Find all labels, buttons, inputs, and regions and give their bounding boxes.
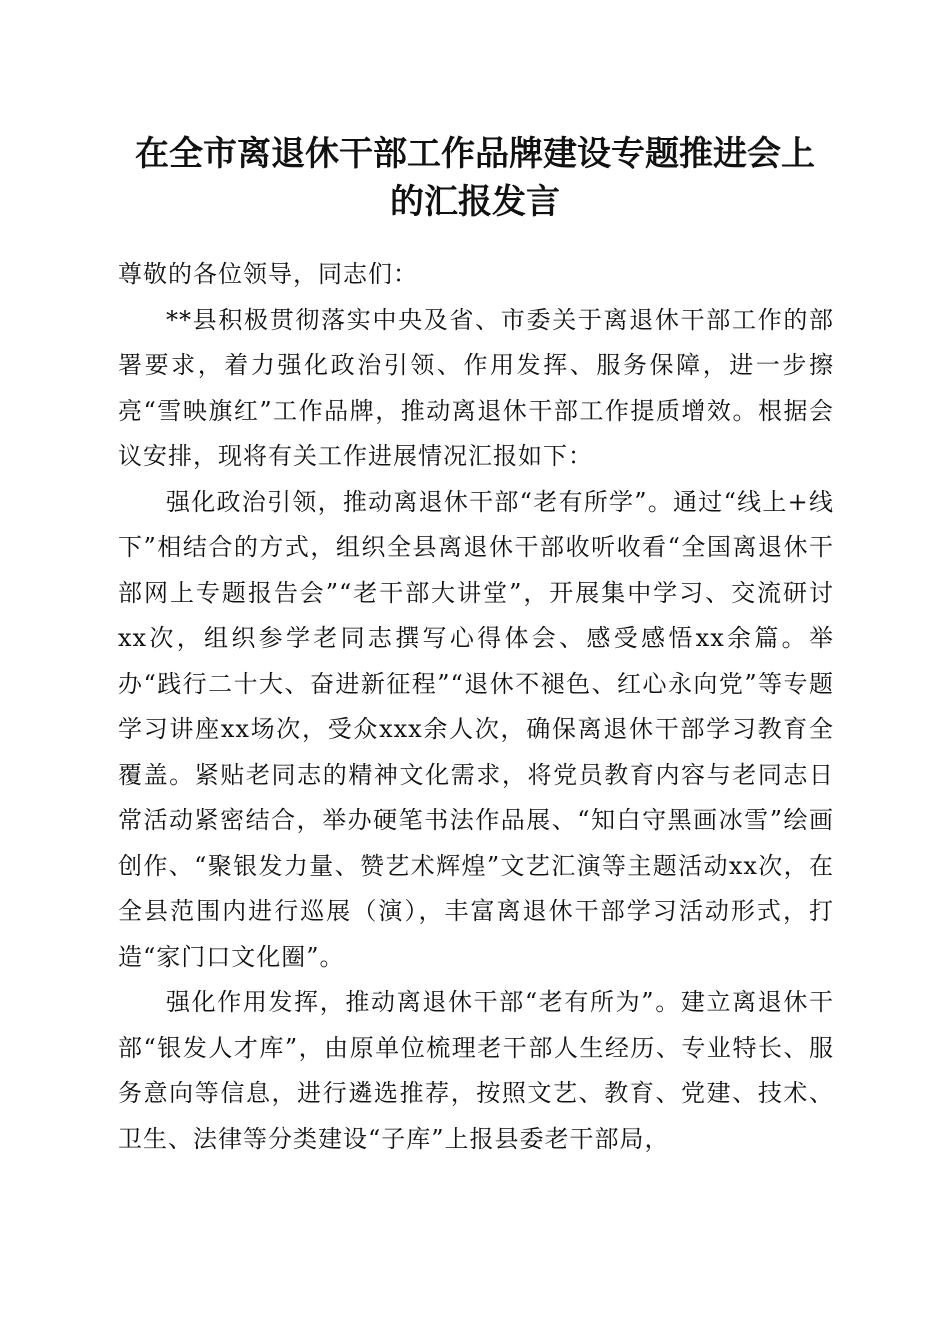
salutation: 尊敬的各位领导，同志们： [118,260,418,288]
paragraph-political-guidance: 强化政治引领，推动离退休干部“老有所学”。通过“线上+线下”相结合的方式，组织全县离退休干部收听收看“全国离退休干部网上专题报告会”“老干部大讲堂”，开展集中学习、交流研讨xx次，组织参学老同志撰写心得体会、感受感悟xx余篇。举办“践行二十大、奋进新征程”“退休不褪色、红心永向党”等专题学习讲座xx场次，受众xxx余人次，确保离退休干部学习教育全覆盖。紧贴老同志的精神文化需求，将党员教育内容与老同志日常活动紧密结合，举办硬笔书法作品展、“知白守黑画冰雪”绘画创作、“聚银发力量、赞艺术辉煌”文艺汇演等主题活动xx次，在全县范围内进行巡展（演），丰富离退休干部学习活动形式，打造“家门口文化圈”。 [118,487,834,971]
paragraph-role-play: 强化作用发挥，推动离退休干部“老有所为”。建立离退休干部“银发人才库”，由原单位梳理老干部人生经历、专业特长、服务意向等信息，进行遴选推荐，按照文艺、教育、党建、技术、卫生、法律等分类建设“子库”上报县委老干部局， [118,988,834,1153]
document-title [110,130,840,226]
title-line-1: 在全市离退休干部工作品牌建设专题推进会上 [135,134,815,174]
title-line-2: 的汇报发言 [390,182,560,222]
document-body [118,252,834,1162]
paragraph-intro: **县积极贯彻落实中央及省、市委关于离退休干部工作的部署要求，着力强化政治引领、作用发挥、服务保障，进一步擦亮“雪映旗红”工作品牌，推动离退休干部工作提质增效。根据会议安排，现将有关工作进展情况汇报如下： [118,305,834,470]
